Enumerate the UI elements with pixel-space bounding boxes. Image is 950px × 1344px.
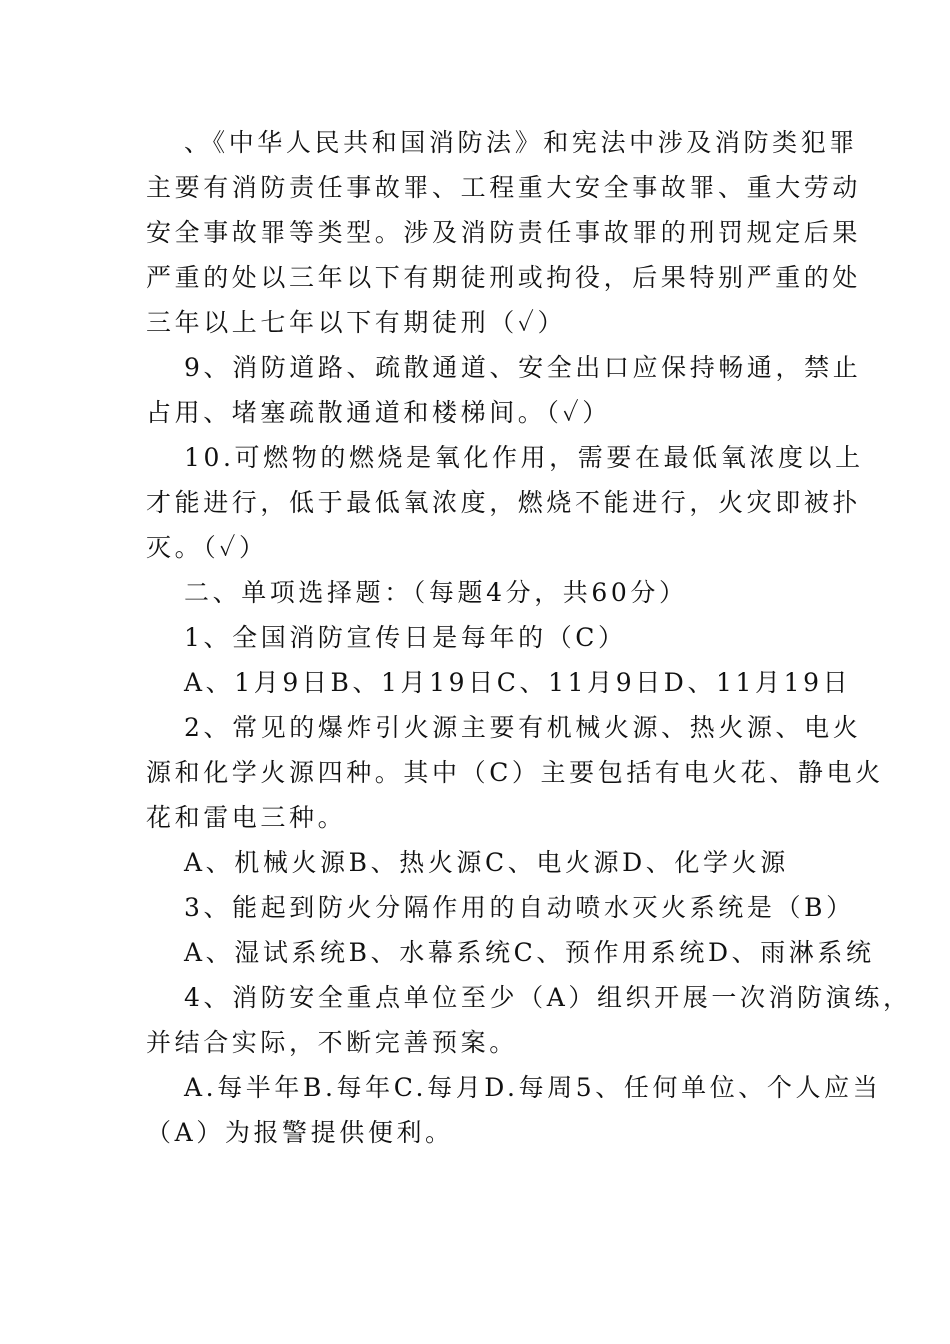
text-line: 安全事故罪等类型。涉及消防责任事故罪的刑罚规定后果 [146, 218, 862, 247]
text-line: 3、能起到防火分隔作用的自动喷水灭火系统是（B） [184, 893, 855, 922]
text-line: （A）为报警提供便利。 [146, 1118, 454, 1147]
text-line: 、《中华人民共和国消防法》和宪法中涉及消防类犯罪 [184, 128, 858, 157]
text-line: A、湿试系统B、水幕系统C、预作用系统D、雨淋系统 [184, 938, 875, 967]
text-line: 主要有消防责任事故罪、工程重大安全事故罪、重大劳动 [146, 173, 862, 202]
text-line: 花和雷电三种。 [146, 803, 347, 832]
text-line: 才能进行，低于最低氧浓度，燃烧不能进行，火灾即被扑 [146, 488, 862, 517]
text-line: 三年以上七年以下有期徒刑（✓） [146, 308, 567, 337]
text-line: 1、全国消防宣传日是每年的（C） [184, 623, 627, 652]
text-line: 源和化学火源四种。其中（C）主要包括有电火花、静电火 [146, 758, 884, 787]
text-line: 二、单项选择题：（每题4分，共60分） [184, 578, 688, 607]
text-line: A.每半年B.每年C.每月D.每周5、任何单位、个人应当 [184, 1073, 882, 1102]
text-line: A、机械火源B、热火源C、电火源D、化学火源 [184, 848, 789, 877]
text-line: 占用、堵塞疏散通道和楼梯间。（✓） [146, 398, 611, 427]
text-line: 并结合实际，不断完善预案。 [146, 1028, 518, 1057]
text-line: 4、消防安全重点单位至少（A）组织开展一次消防演练， [184, 983, 912, 1012]
text-line: 灭。（✓） [146, 533, 268, 562]
text-line: 2、常见的爆炸引火源主要有机械火源、热火源、电火 [184, 713, 862, 742]
document-page [146, 120, 912, 1155]
text-line: 严重的处以三年以下有期徒刑或拘役，后果特别严重的处 [146, 263, 862, 292]
text-line: 9、消防道路、疏散通道、安全出口应保持畅通，禁止 [184, 353, 862, 382]
text-line: 10.可燃物的燃烧是氧化作用，需要在最低氧浓度以上 [184, 443, 864, 472]
text-line: A、1月9日B、1月19日C、11月9日D、11月19日 [184, 668, 852, 697]
